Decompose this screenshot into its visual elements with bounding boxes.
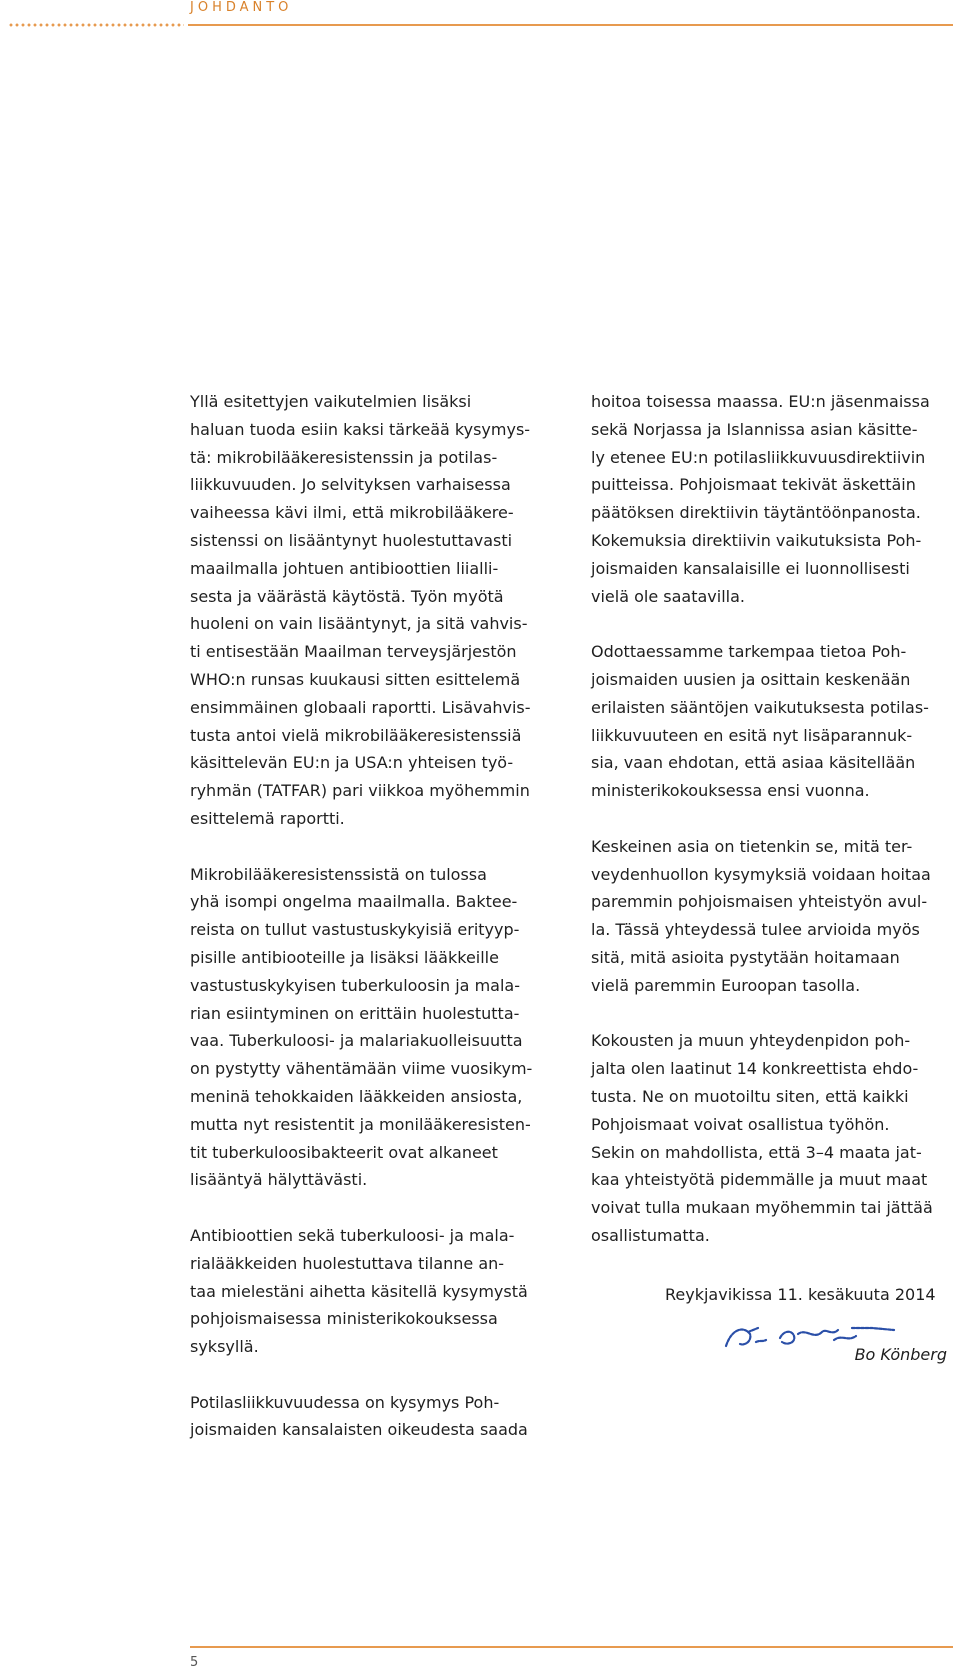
- header-solid-rule: [188, 24, 953, 26]
- paragraph: Odottaessamme tarkempaa tietoa Poh- joismaiden uusien ja osittain keskenään erilaisten sääntöjen vaikutuksesta potilas- liikkuvuuteen en esitä nyt lisäparannuk- sia, vaan ehdotan, että asiaa käsitellään ministerikokouksessa ensi vuonna.: [591, 642, 929, 801]
- signature-block: [722, 1320, 947, 1370]
- paragraph: Antibioottien sekä tuberkuloosi- ja mala- rialääkkeiden huolestuttava tilanne an- taa mielestäni aihetta käsitellä kysymystä pohjoismaisessa ministerikokouksessa syksyllä.: [190, 1225, 528, 1357]
- place-date: Reykjavikissa 11. kesäkuuta 2014: [665, 1285, 936, 1304]
- paragraph: Potilasliikkuvuudessa on kysymys Poh- joismaiden kansalaisten oikeudesta saada: [190, 1392, 528, 1440]
- footer-rule: [190, 1646, 953, 1648]
- paragraph: hoitoa toisessa maassa. EU:n jäsenmaissa sekä Norjassa ja Islannissa asian käsitte- ly etenee EU:n potilasliikkuvuusdirektiivin puitteissa. Pohjoismaat tekivät äskettäin päätöksen direktiivin täytäntöönpanosta. Kokemuksia direktiivin vaikutuksista Poh- joismaiden kansalaisille ei luonnollisesti vielä ole saatavilla.: [591, 392, 930, 606]
- left-column: [190, 388, 560, 1444]
- paragraph: Kokousten ja muun yhteydenpidon poh- jalta olen laatinut 14 konkreettista ehdo- tusta. Ne on muotoiltu siten, että kaikki Pohjoismaat voivat osallistua työhön. Sekin on mahdollista, että 3–4 maata jat- kaa yhteistyötä pidemmälle ja muut maat voivat tulla mukaan myöhemmin tai jättää osallistumatta.: [591, 1031, 933, 1245]
- right-column: [591, 388, 960, 1250]
- paragraph: Yllä esitettyjen vaikutelmien lisäksi haluan tuoda esiin kaksi tärkeää kysymys- tä: mikrobilääkeresistenssin ja potilas- liikkuvuuden. Jo selvityksen varhaisessa vaiheessa kävi ilmi, että mikrobilääkere- sistenssi on lisääntynyt huolestuttavasti maailmalla johtuen antibioottien liialli- sesta ja väärästä käytöstä. Työn myötä huoleni on vain lisääntynyt, ja sitä vahvis- ti entisestään Maailman terveysjärjestön WHO:n runsas kuukausi sitten esittelemä ensimmäinen globaali raportti. Lisävahvis- tusta antoi vielä mikrobilääkeresistenssiä käsittelevän EU:n ja USA:n yhteisen työ- ryhmän (TATFAR) pari viikkoa myöhemmin esittelemä raportti.: [190, 392, 531, 828]
- page-number: 5: [190, 1655, 199, 1670]
- section-label: JOHDANTO: [190, 0, 293, 15]
- paragraph: Keskeinen asia on tietenkin se, mitä ter- veydenhuollon kysymyksiä voidaan hoitaa paremmin pohjoismaisen yhteistyön avul- la. Tässä yhteydessä tulee arvioida myös sitä, mitä asioita pystytään hoitamaan vielä paremmin Euroopan tasolla.: [591, 836, 931, 995]
- signer-name: Bo Könberg: [854, 1345, 947, 1364]
- paragraph: Mikrobilääkeresistenssistä on tulossa yhä isompi ongelma maailmalla. Baktee- reista on tullut vastustuskykyisiä erityyp- pisille antibiooteille ja lisäksi lääkkeille vastustuskykyisen tuberkuloosin ja mala- rian esiintyminen on erittäin huolestutta- vaa. Tuberkuloosi- ja malariakuolleisuutta on pystytty vähentämään viime vuosikym- meninä tehokkaiden lääkkeiden ansiosta, mutta nyt resistentit ja monilääkeresisten- tit tuberkuloosibakteerit ovat alkaneet lisääntyä hälyttävästi.: [190, 864, 533, 1190]
- header-dotted-rule: [8, 23, 184, 27]
